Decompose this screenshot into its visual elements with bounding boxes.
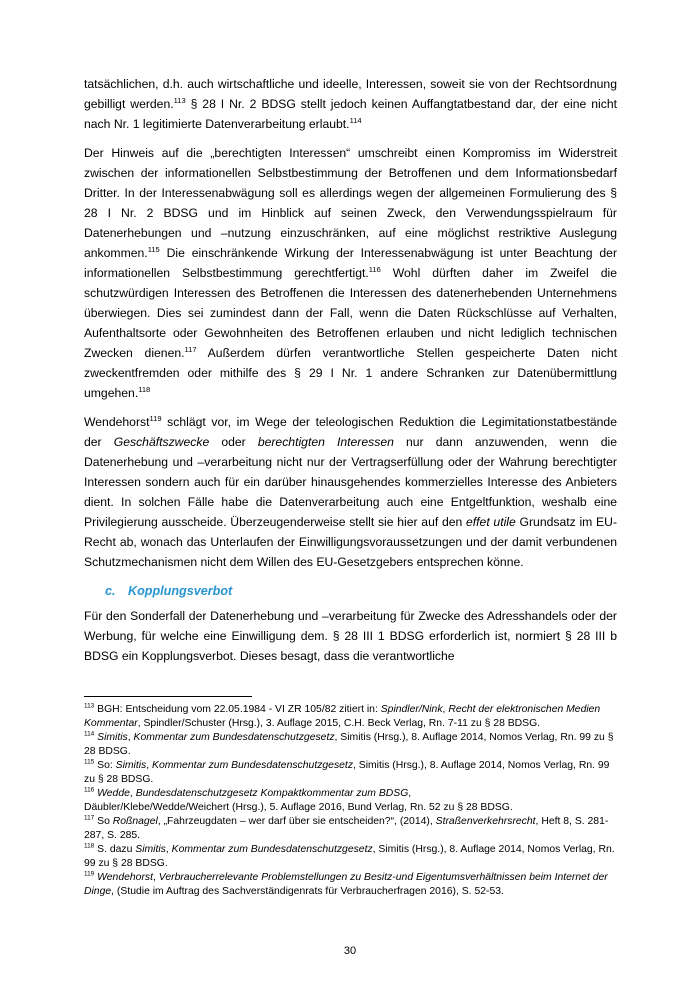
- text-segment: ,: [127, 732, 134, 743]
- text-segment: , Spindler/Schuster (Hrsg.), 3. Auflage 2015, C.H. Beck Verlag, Rn. 7-11 zu § 28 BDSG.: [137, 718, 541, 729]
- text-segment: BGH: Entscheidung vom 22.05.1984 - VI ZR 105/82 zitiert in:: [94, 704, 381, 715]
- italic-text: Spindler/Nink: [380, 704, 443, 715]
- footnote-number: 113: [84, 702, 95, 710]
- text-segment: Grundsatz im EU-Recht ab, wonach das Unterlaufen der Einwilligungsvoraussetzungen und der damit verbundenen Schutzmechanismen nicht dem Willen des EU-Gesetzgebers entsprechen könne.: [84, 515, 617, 569]
- text-segment: So: [94, 816, 113, 827]
- italic-text: effet utile: [466, 515, 516, 529]
- footnote-number: 118: [84, 842, 95, 850]
- body-paragraph: [84, 412, 617, 572]
- text-segment: nur dann anzuwenden, wenn die Datenerhebung und –verarbeitung nicht nur der Vertragserfüllung oder der Wahrung berechtigter Interessen sondern auch für ein darüber hinausgehendes kommerzielles Interesse des Anbieters dient. In solchen Fälle habe die Datenverarbeitung auch eine Entgeltfunktion, weshalb eine Privilegierung ausscheide. Überzeugenderweise stellt sie hier auf den: [84, 435, 617, 529]
- text-segment: ,: [153, 872, 159, 883]
- italic-text: Verbraucherrelevante Problemstellungen zu Besitz-und Eigentumsverhältnissen beim Internet der Dinge: [84, 872, 608, 897]
- text-segment: , Simitis (Hrsg.), 8. Auflage 2014, Nomos Verlag, Rn. 99 zu § 28 BDSG.: [84, 760, 610, 785]
- footnote-ref: 113: [173, 95, 186, 105]
- text-segment: , Simitis (Hrsg.), 8. Auflage 2014, Nomos Verlag, Rn. 99 zu § 28 BDSG.: [84, 732, 614, 757]
- footnote-list: [84, 703, 617, 899]
- footnote-number: 115: [84, 758, 95, 766]
- italic-text: Wendehorst: [97, 872, 153, 883]
- footnote-ref: 116: [368, 264, 381, 274]
- body-paragraph: [84, 74, 617, 134]
- italic-text: berechtigten Interessen: [257, 435, 394, 449]
- italic-text: Kommentar zum Bundesdatenschutzgesetz: [171, 844, 373, 855]
- italic-text: Geschäftszwecke: [113, 435, 210, 449]
- footnote-number: 114: [84, 730, 95, 738]
- text-segment: § 28 I Nr. 2 BDSG stellt jedoch keinen Auffangtatbestand dar, der eine nicht nach Nr. 1 legitimierte Datenverarbeitung erlaubt.: [84, 97, 617, 131]
- footnote-ref: 117: [184, 344, 197, 354]
- italic-text: Simitis: [135, 844, 166, 855]
- text-segment: ,: [442, 704, 449, 715]
- text-segment: ,: [129, 788, 136, 799]
- italic-text: Bundesdatenschutzgesetz Kompaktkommentar zum BDSG: [135, 788, 409, 799]
- footnote-ref: 114: [349, 115, 362, 125]
- section-heading-label: Kopplungsverbot: [128, 584, 233, 598]
- italic-text: Simitis: [115, 760, 147, 771]
- text-segment: ,: [408, 788, 412, 799]
- footnote-ref: 118: [138, 384, 151, 394]
- footnote-item: [84, 815, 617, 843]
- footnote-ref: 115: [147, 244, 160, 254]
- body-paragraph: [84, 606, 617, 666]
- italic-text: Simitis: [97, 732, 128, 743]
- italic-text: Recht der elektronischen Medien Kommentar: [84, 704, 601, 729]
- footnote-number: 119: [84, 870, 95, 878]
- footnote-item: [84, 703, 617, 731]
- body-content: [84, 74, 617, 690]
- footnote-item: [84, 759, 617, 787]
- footnote-item: [84, 871, 617, 899]
- italic-text: Kommentar zum Bundesdatenschutzgesetz: [133, 732, 335, 743]
- text-segment: , Heft 8, S. 281-287, S. 285.: [84, 816, 609, 841]
- page-number: 30: [343, 945, 357, 957]
- italic-text: Roßnagel: [112, 816, 158, 827]
- footnotes-section: [84, 696, 617, 899]
- footnote-number: 117: [84, 814, 95, 822]
- italic-text: Wedde: [97, 788, 130, 799]
- section-heading-number: c.: [105, 584, 116, 598]
- text-segment: schlägt vor, im Wege der teleologischen Reduktion die Legimitationstatbestände der: [84, 415, 617, 449]
- text-segment: Däubler/Klebe/Wedde/Weichert (Hrsg.), 5. Auflage 2016, Bund Verlag, Rn. 52 zu § 28 BDSG.: [84, 802, 513, 813]
- footnote-number: 116: [84, 786, 95, 794]
- body-paragraph: [84, 143, 617, 403]
- footnote-ref: 119: [149, 413, 162, 423]
- text-segment: ,: [165, 844, 172, 855]
- text-segment: , (Studie im Auftrag des Sachverständigenrats für Verbraucherfragen 2016), S. 52-53.: [111, 886, 504, 897]
- footnote-item: [84, 731, 617, 759]
- italic-text: Straßenverkehrsrecht: [435, 816, 536, 827]
- text-segment: , „Fahrzeugdaten – wer darf über sie entscheiden?“, (2014),: [157, 816, 436, 827]
- text-segment: Wendehorst: [84, 415, 150, 429]
- text-segment: oder: [209, 435, 258, 449]
- footnote-item: [84, 787, 617, 815]
- text-segment: Wohl dürften daher im Zweifel die schutzwürdigen Interessen des Betroffenen die Interessen des datenerhebenden Unternehmens überwiegen. Dies sei zumindest dann der Fall, wenn die Daten Rückschlüsse auf Verhalten, Aufenthaltsorte oder Gewohnheiten des Betroffenen erlauben und nicht lediglich technischen Zwecken dienen.: [84, 266, 617, 360]
- italic-text: Kommentar zum Bundesdatenschutzgesetz: [152, 760, 354, 771]
- text-segment: Der Hinweis auf die „berechtigten Interessen“ umschreibt einen Kompromiss im Widerstreit zwischen der informationellen Selbstbestimmung der Betroffenen und dem Informationsbedarf Dritter. In der Interessenabwägung soll es allerdings wegen der allgemeinen Formulierung des § 28 I Nr. 2 BDSG und im Hinblick auf seinen Zweck, den Verwendungsspielraum für Datenerhebungen und –nutzung einzuschränken, auf eine möglichst restriktive Auslegung ankommen.: [84, 146, 617, 260]
- text-segment: Außerdem dürfen verantwortliche Stellen gespeicherte Daten nicht zweckentfremden oder mithilfe des § 29 I Nr. 1 andere Schranken zur Datenübermittlung umgehen.: [84, 346, 617, 400]
- text-segment: , Simitis (Hrsg.), 8. Auflage 2014, Nomos Verlag, Rn. 99 zu § 28 BDSG.: [84, 844, 615, 869]
- text-segment: Die einschränkende Wirkung der Interessenabwägung ist unter Beachtung der informationellen Selbstbestimmung gerechtfertigt.: [84, 246, 617, 280]
- text-segment: ,: [146, 760, 153, 771]
- footnote-item: [84, 843, 617, 871]
- text-segment: So:: [94, 760, 116, 771]
- text-segment: S. dazu: [94, 844, 136, 855]
- text-segment: tatsächlichen, d.h. auch wirtschaftliche und ideelle, Interessen, soweit sie von der Rechtsordnung gebilligt werden.: [84, 77, 617, 111]
- section-heading: [105, 581, 617, 601]
- text-segment: Für den Sonderfall der Datenerhebung und –verarbeitung für Zwecke des Adresshandels oder der Werbung, für welche eine Einwilligung dem. § 28 III 1 BDSG erforderlich ist, normiert § 28 III b BDSG ein Kopplungsverbot. Dieses besagt, dass die verantwortliche: [84, 609, 617, 663]
- footnote-separator: [84, 696, 252, 697]
